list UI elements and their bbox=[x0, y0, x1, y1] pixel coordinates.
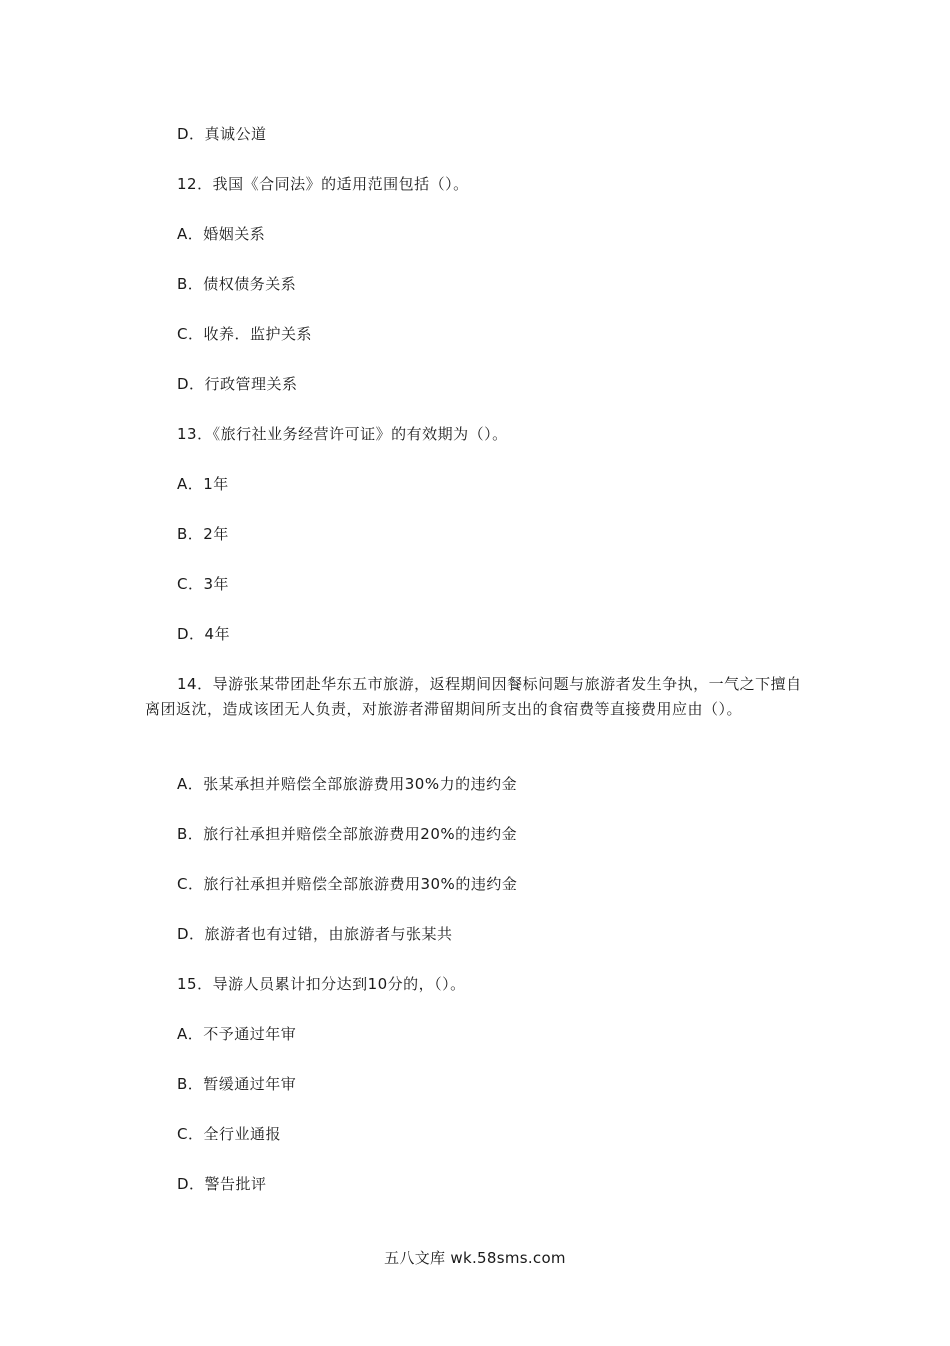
q15-option-d: D．警告批评 bbox=[177, 1175, 267, 1193]
q15-option-b: B．暂缓通过年审 bbox=[177, 1075, 297, 1093]
q15-option-c: C．全行业通报 bbox=[177, 1125, 281, 1143]
q12-option-d: D．行政管理关系 bbox=[177, 375, 298, 393]
q14-option-a: A．张某承担并赔偿全部旅游费用30%力的违约金 bbox=[177, 775, 518, 793]
q14-option-c: C．旅行社承担并赔偿全部旅游费用30%的违约金 bbox=[177, 875, 518, 893]
q12-option-b: B．债权债务关系 bbox=[177, 275, 297, 293]
q11-option-d: D．真诚公道 bbox=[177, 125, 267, 143]
q15-question: 15．导游人员累计扣分达到10分的，（）。 bbox=[177, 975, 466, 993]
q14-question: 14．导游张某带团赴华东五市旅游，返程期间因餐标问题与旅游者发生争执，一气之下擅自离团返沈，造成该团无人负责，对旅游者滞留期间所支出的食宿费等直接费用应由（）。 bbox=[145, 675, 802, 718]
q12-question: 12．我国《合同法》的适用范围包括（）。 bbox=[177, 175, 469, 193]
q12-option-c: C．收养．监护关系 bbox=[177, 325, 312, 343]
q13-option-a: A．1年 bbox=[177, 475, 229, 493]
q14-option-d: D．旅游者也有过错，由旅游者与张某共 bbox=[177, 925, 453, 943]
page-footer: 五八文库 wk.58sms.com bbox=[384, 1249, 566, 1267]
q13-option-d: D．4年 bbox=[177, 625, 231, 643]
q13-question: 13．《旅行社业务经营许可证》的有效期为（）。 bbox=[177, 425, 508, 443]
q12-option-a: A．婚姻关系 bbox=[177, 225, 266, 243]
q13-option-c: C．3年 bbox=[177, 575, 230, 593]
q15-option-a: A．不予通过年审 bbox=[177, 1025, 297, 1043]
q13-option-b: B．2年 bbox=[177, 525, 229, 543]
q14-option-b: B．旅行社承担并赔偿全部旅游费用20%的违约金 bbox=[177, 825, 518, 843]
